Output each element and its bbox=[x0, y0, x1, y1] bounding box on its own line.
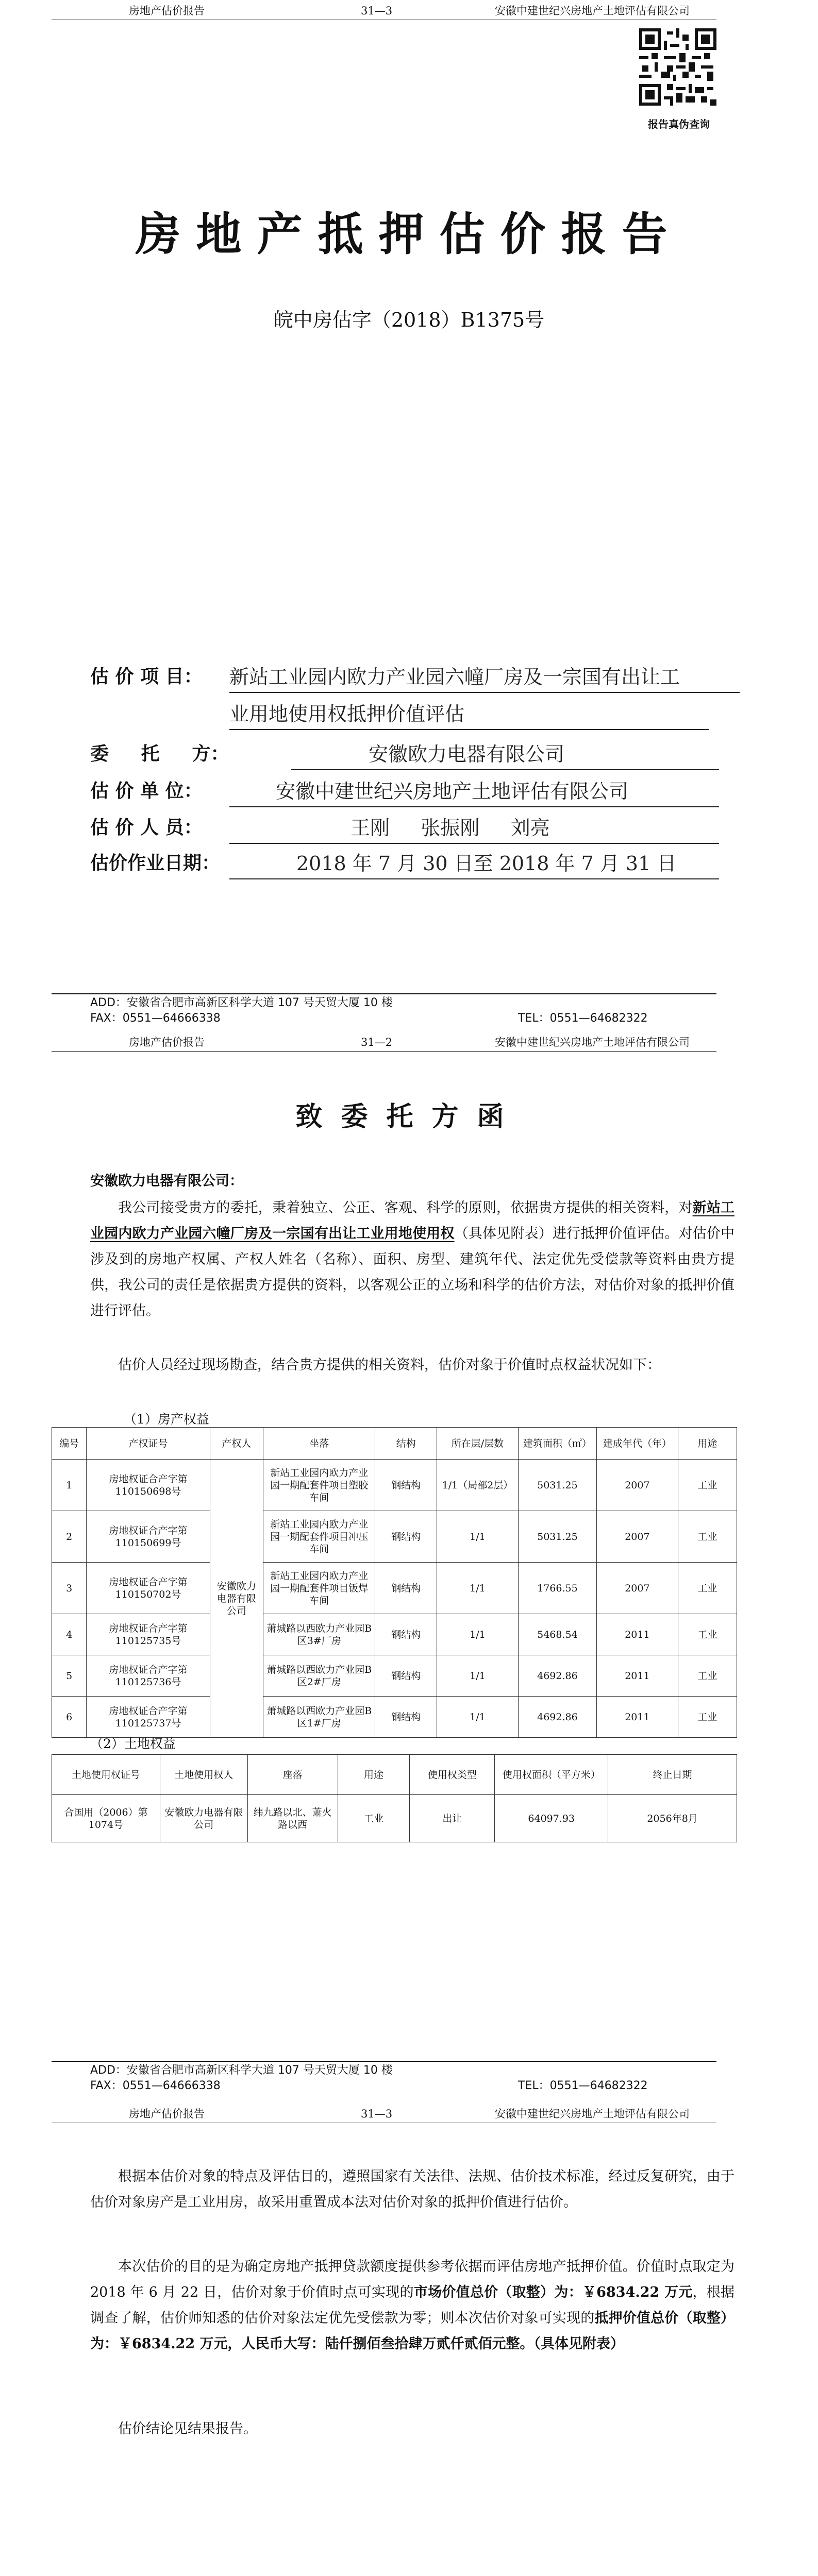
table-cell: 钢结构 bbox=[375, 1460, 437, 1511]
table-row bbox=[52, 1697, 737, 1738]
table1-header-cell: 坐落 bbox=[263, 1428, 375, 1460]
table-cell: 钢结构 bbox=[375, 1697, 437, 1738]
page2-footer bbox=[90, 2063, 709, 2099]
table2-header-cell: 用途 bbox=[338, 1755, 410, 1795]
table-cell: 1766.55 bbox=[518, 1563, 596, 1614]
footer-tel: TEL：0551—64682322 bbox=[518, 1012, 648, 1025]
table-row bbox=[52, 1460, 737, 1511]
header-right: 安徽中建世纪兴房地产土地评估有限公司 bbox=[495, 2108, 690, 2120]
table-row bbox=[52, 1655, 737, 1697]
para1-intro: 我公司接受贵方的委托，秉着独立、公正、客观、科学的原则，依据贵方提供的相关资料，对 bbox=[118, 1200, 693, 1216]
table-cell: 新站工业园内欧力产业园一期配套件项目塑胶车间 bbox=[263, 1460, 375, 1511]
table-cell: 1/1 bbox=[437, 1697, 519, 1738]
table1-caption: （1）房产权益 bbox=[124, 1412, 209, 1427]
table-cell: 钢结构 bbox=[375, 1511, 437, 1563]
header-left: 房地产估价报告 bbox=[129, 2108, 205, 2120]
footer-fax: FAX：0551—64666338 bbox=[90, 1012, 221, 1025]
header-center: 31—3 bbox=[361, 5, 393, 17]
table-cell: 新站工业园内欧力产业园一期配套件项目冲压车间 bbox=[263, 1511, 375, 1563]
table-row bbox=[52, 1563, 737, 1614]
table-cell: 房地权证合产字第110125735号 bbox=[87, 1614, 210, 1655]
table-cell: 房地权证合产字第110150702号 bbox=[87, 1563, 210, 1614]
client-underline bbox=[291, 769, 719, 770]
appraiser-underline bbox=[229, 806, 719, 807]
para4-note: （具体见附表） bbox=[533, 2336, 625, 2352]
table-cell: 工业 bbox=[678, 1511, 737, 1563]
para4-mortgage-value: 抵押价值总价（取整）为：￥6834.22 万元，人民币大写：陆仟捌佰叁拾肆万贰仟贰佰元整。 bbox=[90, 2310, 735, 2352]
table-cell: 1/1 bbox=[437, 1655, 519, 1697]
owner-cell: 安徽欧力电器有限公司 bbox=[210, 1460, 263, 1738]
project-value-1: 新站工业园内欧力产业园六幢厂房及一宗国有出让工 bbox=[229, 666, 680, 688]
table2-header-cell: 土地使用权证号 bbox=[52, 1755, 160, 1795]
appraiser-value: 安徽中建世纪兴房地产土地评估有限公司 bbox=[276, 780, 629, 803]
table-cell: 工业 bbox=[678, 1655, 737, 1697]
table-cell: 萧城路以西欧力产业园B区1#厂房 bbox=[263, 1697, 375, 1738]
qr-caption: 报告真伪查询 bbox=[648, 118, 710, 130]
salutation: 安徽欧力电器有限公司： bbox=[90, 1173, 243, 1189]
table1-header-cell: 结构 bbox=[375, 1428, 437, 1460]
table1-header-cell: 产权人 bbox=[210, 1428, 263, 1460]
table-cell: 房地权证合产字第110150698号 bbox=[87, 1460, 210, 1511]
table-row bbox=[52, 1511, 737, 1563]
header-right: 安徽中建世纪兴房地产土地评估有限公司 bbox=[495, 1036, 690, 1048]
para4-market-value: 市场价值总价（取整）为：￥6834.22 万元 bbox=[413, 2284, 693, 2300]
report-number: 皖中房估字（2018）B1375号 bbox=[273, 309, 545, 331]
footer-fax: FAX：0551—64666338 bbox=[90, 2079, 221, 2092]
appraiser-label: 估 价 单 位： bbox=[90, 781, 203, 802]
qr-code[interactable] bbox=[639, 28, 716, 106]
table-cell: 4 bbox=[52, 1614, 87, 1655]
header-left: 房地产估价报告 bbox=[129, 1036, 205, 1048]
table1-header-row bbox=[52, 1428, 737, 1460]
table-cell: 出让 bbox=[410, 1795, 495, 1842]
table-cell: 房地权证合产字第110125737号 bbox=[87, 1697, 210, 1738]
page2-header-rule bbox=[52, 1051, 716, 1052]
footer-address: ADD：安徽省合肥市高新区科学大道 107 号天贸大厦 10 楼 bbox=[90, 996, 393, 1009]
letter-paragraph-5: 估价结论见结果报告。 bbox=[118, 2421, 257, 2437]
client-value: 安徽欧力电器有限公司 bbox=[369, 743, 565, 766]
table1-header-cell: 建筑面积（㎡） bbox=[518, 1428, 596, 1460]
table-cell: 5031.25 bbox=[518, 1460, 596, 1511]
staff-label: 估 价 人 员： bbox=[90, 817, 203, 838]
table-cell: 2007 bbox=[597, 1563, 678, 1614]
table-cell: 1 bbox=[52, 1460, 87, 1511]
table-cell: 2011 bbox=[597, 1614, 678, 1655]
table2-header-row bbox=[52, 1755, 737, 1795]
table-cell: 安徽欧力电器有限公司 bbox=[160, 1795, 247, 1842]
client-label: 委 托 方： bbox=[90, 743, 229, 765]
date-underline bbox=[229, 878, 719, 879]
table-cell: 2056年8月 bbox=[608, 1795, 737, 1842]
report-title: 房地产抵押估价报告 bbox=[135, 208, 683, 261]
para4-intro: 本次估价的目的是为确定房地产抵押贷款额度提供参考依据而评估房地产抵押价值。价值时点取定为 2018 年 6 月 22 日，估价对象于价值时点可实现的 bbox=[90, 2259, 734, 2300]
table-cell: 工业 bbox=[678, 1614, 737, 1655]
table-cell: 合国用（2006）第1074号 bbox=[52, 1795, 160, 1842]
table1-header-cell: 用途 bbox=[678, 1428, 737, 1460]
header-left: 房地产估价报告 bbox=[129, 5, 205, 17]
table-cell: 2 bbox=[52, 1511, 87, 1563]
header-center: 31—3 bbox=[361, 2108, 393, 2120]
table-cell: 1/1 bbox=[437, 1614, 519, 1655]
table-cell: 64097.93 bbox=[495, 1795, 608, 1842]
table2-header-cell: 使用权类型 bbox=[410, 1755, 495, 1795]
table-row bbox=[52, 1614, 737, 1655]
page2-footer-rule bbox=[52, 2061, 716, 2062]
date-value: 2018 年 7 月 30 日至 2018 年 7 月 31 日 bbox=[296, 852, 677, 875]
table-cell: 工业 bbox=[678, 1460, 737, 1511]
footer-address: ADD：安徽省合肥市高新区科学大道 107 号天贸大厦 10 楼 bbox=[90, 2064, 393, 2077]
table-cell: 5031.25 bbox=[518, 1511, 596, 1563]
table1-header-cell: 所在层/层数 bbox=[437, 1428, 519, 1460]
table-cell: 6 bbox=[52, 1697, 87, 1738]
table-cell: 萧城路以西欧力产业园B区3#厂房 bbox=[263, 1614, 375, 1655]
property-rights-table bbox=[52, 1427, 737, 1738]
project-value-2: 业用地使用权抵押价值评估 bbox=[229, 703, 465, 725]
page1-footer-rule bbox=[52, 993, 716, 994]
page1-footer bbox=[90, 995, 709, 1031]
table-cell: 工业 bbox=[338, 1795, 410, 1842]
date-label: 估价作业日期： bbox=[90, 853, 221, 874]
footer-tel: TEL：0551—64682322 bbox=[518, 2079, 648, 2092]
table-cell: 新站工业园内欧力产业园一期配套件项目钣焊车间 bbox=[263, 1563, 375, 1614]
staff-value: 王刚 张振刚 刘亮 bbox=[350, 817, 550, 839]
header-center: 31—2 bbox=[361, 1036, 393, 1048]
table1-header-cell: 建成年代（年） bbox=[597, 1428, 678, 1460]
table-cell: 4692.86 bbox=[518, 1655, 596, 1697]
letter-paragraph-1 bbox=[90, 1195, 734, 1324]
table-cell: 钢结构 bbox=[375, 1563, 437, 1614]
project-underline-2 bbox=[229, 729, 709, 730]
table1-header-cell: 编号 bbox=[52, 1428, 87, 1460]
para1-rest: （具体见附表）进行抵押价值评估。对估价中涉及到的房地产权属、产权人姓名（名称）、面积、房型、建筑年代、法定优先受偿款等资料由贵方提供，我公司的责任是依据贵方提供的资料，以客观公正的立场和科学的估价方法，对估价对象的抵押价值进行评估。 bbox=[90, 1226, 735, 1319]
table-cell: 1/1 bbox=[437, 1563, 519, 1614]
project-underline-1 bbox=[229, 692, 740, 693]
table2-header-cell: 使用权面积（平方米） bbox=[495, 1755, 608, 1795]
land-rights-table bbox=[52, 1754, 737, 1842]
table-cell: 2007 bbox=[597, 1511, 678, 1563]
table-cell: 3 bbox=[52, 1563, 87, 1614]
table-cell: 房地权证合产字第110125736号 bbox=[87, 1655, 210, 1697]
staff-underline bbox=[229, 843, 719, 844]
letter-paragraph-4 bbox=[90, 2254, 734, 2357]
table-cell: 房地权证合产字第110150699号 bbox=[87, 1511, 210, 1563]
table-cell: 2011 bbox=[597, 1655, 678, 1697]
table-cell: 2011 bbox=[597, 1697, 678, 1738]
table-cell: 2007 bbox=[597, 1460, 678, 1511]
table2-header-cell: 座落 bbox=[247, 1755, 338, 1795]
table-cell: 工业 bbox=[678, 1697, 737, 1738]
table-cell: 1/1（局部2层） bbox=[437, 1460, 519, 1511]
table-cell: 工业 bbox=[678, 1563, 737, 1614]
letter-title: 致委托方函 bbox=[295, 1101, 523, 1132]
header-right: 安徽中建世纪兴房地产土地评估有限公司 bbox=[495, 5, 690, 17]
table-cell: 钢结构 bbox=[375, 1655, 437, 1697]
table-row bbox=[52, 1795, 737, 1842]
table-cell: 萧城路以西欧力产业园B区2#厂房 bbox=[263, 1655, 375, 1697]
table2-caption: （2）土地权益 bbox=[90, 1736, 176, 1751]
table-cell: 钢结构 bbox=[375, 1614, 437, 1655]
table2-header-cell: 终止日期 bbox=[608, 1755, 737, 1795]
table-cell: 1/1 bbox=[437, 1511, 519, 1563]
table-cell: 纬九路以北、萧火路以西 bbox=[247, 1795, 338, 1842]
table-cell: 4692.86 bbox=[518, 1697, 596, 1738]
table-cell: 5468.54 bbox=[518, 1614, 596, 1655]
para4-middle: ，根据调查了解，估价师知悉的估价对象法定优先受偿款为零；则本次估价对象可实现的 bbox=[90, 2284, 734, 2326]
table2-header-cell: 土地使用权人 bbox=[160, 1755, 247, 1795]
project-label: 估 价 项 目： bbox=[90, 666, 203, 687]
table-cell: 5 bbox=[52, 1655, 87, 1697]
para1-subject: 新站工业园内欧力产业园六幢厂房及一宗国有出让工业用地使用权 bbox=[90, 1200, 735, 1242]
letter-paragraph-3: 根据本估价对象的特点及评估目的，遵照国家有关法律、法规、估价技术标准，经过反复研究，由于估价对象房产是工业用房，故采用重置成本法对估价对象的抵押价值进行估价。 bbox=[90, 2168, 734, 2210]
letter-paragraph-2: 估价人员经过现场勘查，结合贵方提供的相关资料，估价对象于价值时点权益状况如下： bbox=[118, 1357, 661, 1373]
qr-code-icon bbox=[639, 28, 716, 106]
table1-header-cell: 产权证号 bbox=[87, 1428, 210, 1460]
